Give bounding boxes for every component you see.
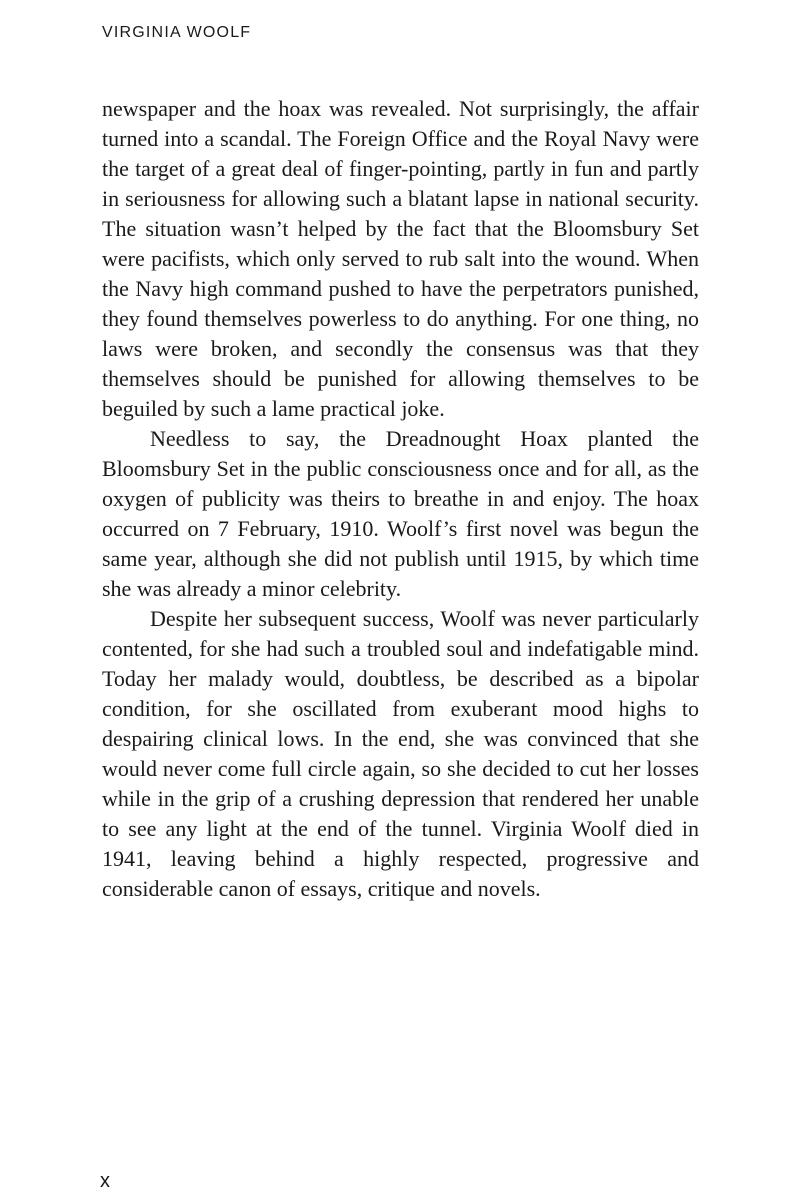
body-text: [102, 94, 699, 904]
paragraph-1: newspaper and the hoax was revealed. Not surprisingly, the affair turned into a scandal. The Foreign Office and the Royal Navy were the target of a great deal of finger-pointing, partly in fun and partly in seriousness for allowing such a blatant lapse in national security. The situation wasn’t helped by the fact that the Bloomsbury Set were pacifists, which only served to rub salt into the wound. When the Navy high command pushed to have the perpetrators punished, they found themselves powerless to do anything. For one thing, no laws were broken, and secondly the consensus was that they themselves should be punished for allowing themselves to be beguiled by such a lame practical joke.: [102, 96, 699, 421]
paragraph-2: Needless to say, the Dreadnought Hoax planted the Bloomsbury Set in the public consciousness once and for all, as the oxygen of publicity was theirs to breathe in and enjoy. The hoax occurred on 7 February, 1910. Woolf’s first novel was begun the same year, although she did not publish until 1915, by which time she was already a minor celebrity.: [102, 426, 699, 601]
running-head: VIRGINIA WOOLF: [102, 24, 252, 41]
page-number: x: [100, 1170, 110, 1192]
paragraph-3: Despite her subsequent success, Woolf was never particularly contented, for she had such a troubled soul and indefatigable mind. Today her malady would, doubtless, be described as a bipolar condition, for she oscillated from exuberant mood highs to despairing clinical lows. In the end, she was convinced that she would never come full circle again, so she decided to cut her losses while in the grip of a crushing depression that rendered her unable to see any light at the end of the tunnel. Virginia Woolf died in 1941, leaving behind a highly respected, progressive and considerable canon of essays, critique and novels.: [102, 606, 699, 901]
